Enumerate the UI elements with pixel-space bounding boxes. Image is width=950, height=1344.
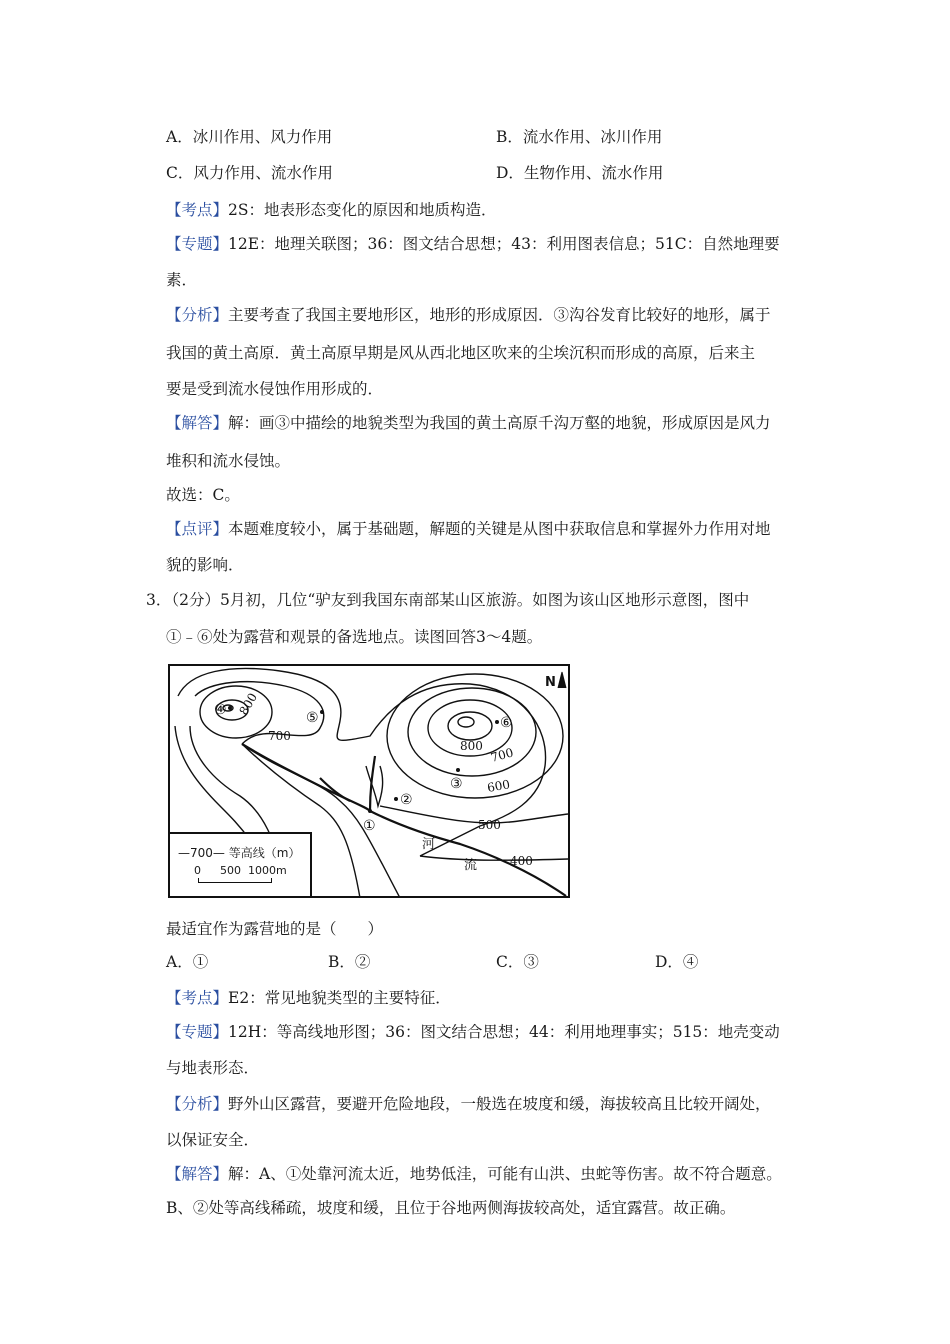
q3-option-a: A．① (166, 953, 209, 971)
q3-jieda-line2: B、②处等高线稀疏，坡度和缓，且位于谷地两侧海拔较高处，适宜露营。故正确。 (166, 1199, 736, 1217)
jieda-tag: 【解答】 (166, 414, 229, 432)
contour-line (387, 674, 563, 798)
q2-fenxi-line3: 要是受到流水侵蚀作用形成的． (166, 380, 384, 398)
legend-scale (194, 864, 287, 878)
q3-option-d: D．④ (655, 953, 699, 971)
contour-label: 500 (478, 818, 501, 832)
zhuanti-tag: 【专题】 (166, 1023, 229, 1041)
q2-option-c: C．风力作用、流水作用 (166, 164, 333, 182)
legend-scale-0: 0 (194, 864, 201, 877)
q3-kaodian (166, 986, 451, 1008)
north-label: N (545, 675, 556, 690)
legend-scale-1000: 1000m (248, 864, 287, 877)
zhuanti-text-1: 12H：等高线地形图；36：图文结合思想；44：利用地理事实；515：地壳变动 (228, 1023, 780, 1041)
q3-fenxi (166, 1092, 771, 1114)
contour-label: 800 (236, 690, 261, 718)
fenxi-tag: 【分析】 (166, 306, 229, 324)
q2-zhuanti (166, 232, 780, 254)
contour-line (380, 806, 568, 823)
q3-zhuanti (166, 1020, 780, 1042)
river-label: 流 (464, 858, 478, 873)
river-line (242, 744, 370, 811)
jieda-text-1: 解：A、①处靠河流太近，地势低洼，可能有山洪、虫蛇等伤害。故不符合题意。 (228, 1165, 782, 1183)
contour-label: 600 (486, 777, 512, 795)
point-3-label: ③ (450, 776, 463, 792)
legend-scale-bar (198, 878, 272, 883)
legend-scale-500: 500 (220, 864, 241, 877)
dianping-tag: 【点评】 (166, 520, 229, 538)
q2-dianping (166, 517, 771, 539)
point-4-label: ④ (214, 702, 227, 718)
q3-stem: 3．（2分）5月初，几位“驴友到我国东南部某山区旅游。如图为该山区地形示意图，图中 (146, 591, 750, 609)
kaodian-text: 2S：地表形态变化的原因和地质构造． (228, 201, 497, 219)
river-label: 河 (422, 837, 436, 852)
zhuanti-tag: 【专题】 (166, 235, 229, 253)
map-legend (170, 832, 312, 898)
q2-zhuanti-cont: 素． (166, 271, 198, 289)
point-5-label: ⑤ (306, 710, 319, 726)
point-6-label: ⑥ (500, 715, 513, 731)
contour-line (366, 766, 383, 806)
fenxi-text-1: 野外山区露营，要避开危险地段，一般选在坡度和缓，海拔较高且比较开阔处， (228, 1095, 771, 1113)
q3-fenxi-line2: 以保证安全． (166, 1131, 260, 1149)
contour-label: 400 (510, 854, 533, 868)
q2-option-a: A．冰川作用、风力作用 (166, 128, 333, 146)
kaodian-text: E2：常见地貌类型的主要特征． (228, 989, 451, 1007)
river-line (370, 756, 375, 811)
kaodian-tag: 【考点】 (166, 989, 229, 1007)
q2-option-b: B．流水作用、冰川作用 (496, 128, 663, 146)
kaodian-tag: 【考点】 (166, 201, 229, 219)
contour-map (168, 664, 570, 898)
q2-jieda (166, 411, 771, 433)
q3-stem-line2: ①﹣⑥处为露营和观景的备选地点。读图回答3～4题。 (166, 628, 543, 646)
q2-jieda-line2: 堆积和流水侵蚀。 (166, 452, 291, 470)
q3-option-c: C．③ (496, 953, 539, 971)
north-arrow (558, 672, 566, 688)
q2-dianping-line2: 貌的影响． (166, 556, 244, 574)
contour-line (200, 686, 272, 738)
point-1-label: ① (363, 818, 376, 834)
q3-jieda (166, 1162, 782, 1184)
jieda-text-1: 解：画③中描绘的地貌类型为我国的黄土高原千沟万壑的地貌，形成原因是风力 (228, 414, 771, 432)
zhuanti-text-1: 12E：地理关联图；36：图文结合思想；43：利用图表信息；51C：自然地理要 (228, 235, 780, 253)
dianping-text-1: 本题难度较小，属于基础题，解题的关键是从图中获取信息和掌握外力作用对地 (228, 520, 771, 538)
contour-label: 700 (489, 745, 515, 765)
q3-question: 最适宜作为露营地的是（ ） (166, 920, 384, 938)
jieda-tag: 【解答】 (166, 1165, 229, 1183)
q3-zhuanti-cont: 与地表形态． (166, 1059, 260, 1077)
q2-fenxi (166, 303, 771, 325)
legend-contour: —700— 等高线（m） (178, 846, 301, 860)
river-line (370, 811, 566, 896)
q2-option-d: D．生物作用、流水作用 (496, 164, 664, 182)
q3-option-b: B．② (328, 953, 371, 971)
contour-line (408, 688, 536, 776)
q2-fenxi-line2: 我国的黄土高原．黄土高原早期是风从西北地区吹来的尘埃沉积而形成的高原，后来主 (166, 344, 756, 362)
q2-kaodian (166, 198, 497, 220)
contour-label: 700 (268, 729, 291, 743)
fenxi-text-1: 主要考查了我国主要地形区，地形的形成原因．③沟谷发育比较好的地形，属于 (228, 306, 771, 324)
contour-label: 800 (460, 739, 483, 753)
point-2-label: ② (400, 792, 413, 808)
fenxi-tag: 【分析】 (166, 1095, 229, 1113)
q2-answer: 故选：C。 (166, 486, 240, 504)
contour-line (458, 717, 474, 727)
